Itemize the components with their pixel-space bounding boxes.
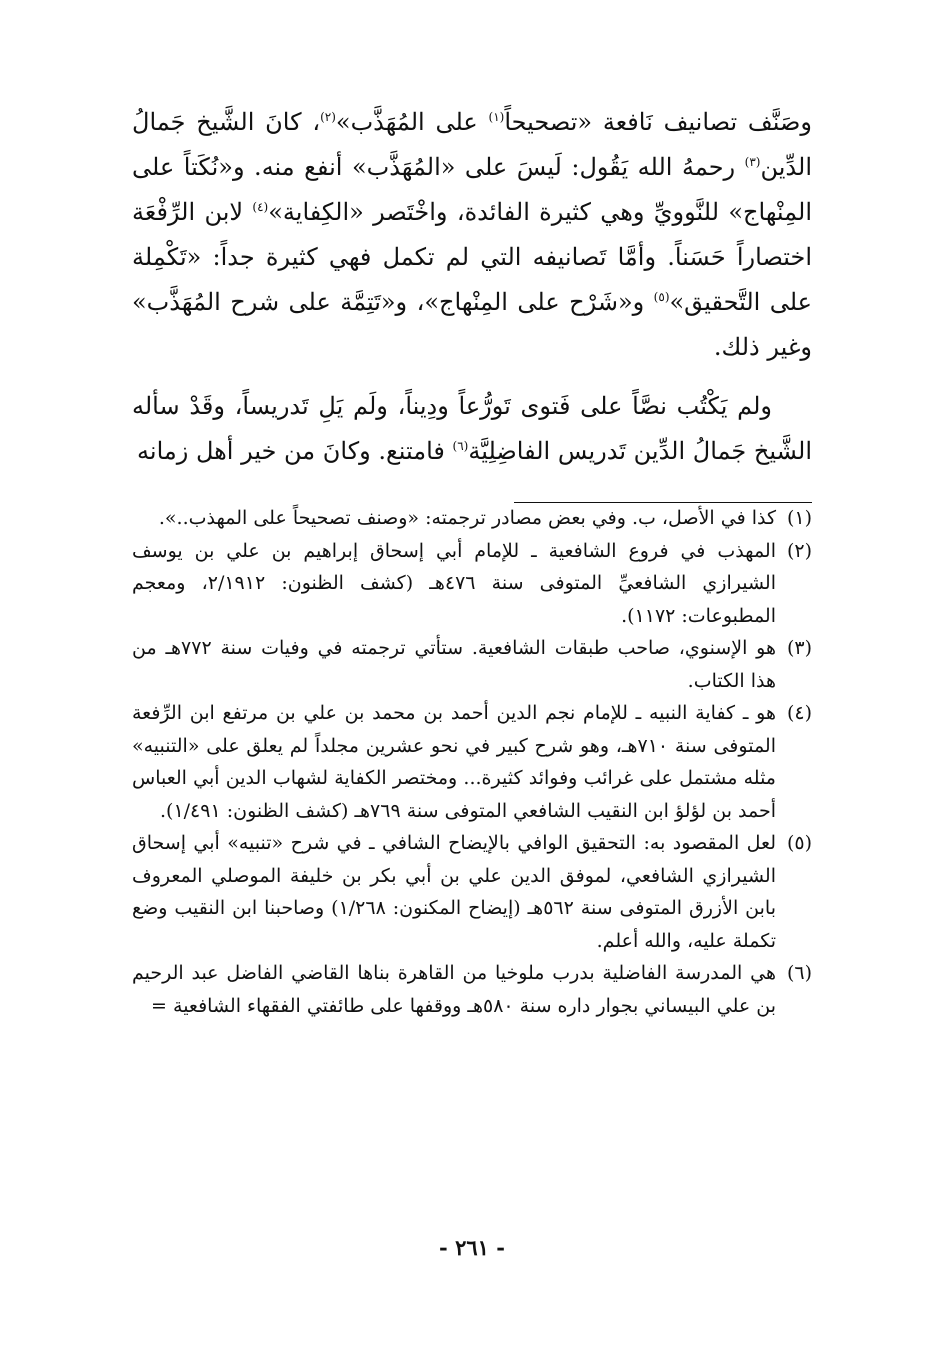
footnote-number: (٥) [786, 832, 812, 854]
text-run: وصَنَّف تصانيف نَافعة «تصحيحاً [504, 108, 812, 136]
footnote-2 [132, 535, 812, 633]
text-run: ولم يَكْتُب نصَّاً على فَتوى تَورُّعاً ودِيناً، ولَم يَلِ تَدريساً، وقَدْ سأله الشَّيخ جَمالُ الدِّين تَدريس الفاضِلِيَّة [132, 392, 812, 465]
main-text [132, 100, 812, 474]
footnote-ref-4: (٤) [252, 200, 269, 214]
footnote-text: كذا في الأصل، ب. وفي بعض مصادر ترجمته: «وصنف تصحيحاً على المهذب..». [158, 507, 776, 529]
text-run: ، كانَ الشَّيخ جَمالُ الدِّين [132, 108, 812, 181]
footnote-text: هو الإسنوي، صاحب طبقات الشافعية. ستأتي ترجمته في وفيات سنة ٧٧٢هـ من هذا الكتاب. [132, 637, 776, 692]
footnote-number: (٣) [786, 637, 812, 659]
text-run: لابن الرِّفْعَة اختصاراً حَسَناً. وأمَّا تَصانيفه التي لم تكمل فهي كثيرة جداً: «تَكْمِلة على التَّحقيق» [132, 198, 812, 316]
paragraph-2 [132, 384, 812, 474]
footnote-ref-1: (١) [488, 110, 505, 124]
text-run: على المُهَذَّب» [335, 108, 489, 136]
footnote-number: (٤) [786, 702, 812, 724]
footnote-6 [132, 957, 812, 1022]
footnote-text: المهذب في فروع الشافعية ـ للإمام أبي إسحاق إبراهيم بن علي بن يوسف الشيرازي الشافعيِّ المتوفى سنة ٤٧٦هـ (كشف الظنون: ٢/١٩١٢، ومعجم المطبوعات: ١١٧٢). [132, 539, 776, 627]
footnote-text: لعل المقصود به: التحقيق الوافي بالإيضاح الشافي ـ في شرح «تنبيه» أبي إسحاق الشيرازي الشافعي، لموفق الدين علي بن أبي بكر بن خليفة الموصلي المعروف بابن الأزرق المتوفى سنة ٥٦٢هـ (إيضاح المكنون: ١/٢٦٨) وصاحبنا ابن النقيب وضع تكملة عليه، والله أعلم. [132, 832, 776, 952]
footnote-text: هي المدرسة الفاضلية بدرب ملوخيا من القاهرة بناها القاضي الفاضل عبد الرحيم بن علي البيساني بجوار داره سنة ٥٨٠هـ ووقفها على طائفتي الفقهاء الشافعية = [132, 962, 776, 1017]
footnote-ref-2: (٢) [320, 110, 336, 124]
text-run: و«شَرْح على المِنْهاج»، و«تَتِمَّة على شرح المُهَذَّب» وغير ذلك. [132, 288, 812, 361]
footnote-number: (٦) [786, 962, 812, 984]
text-run: رحمهُ الله يَقُول: لَيسَ على «المُهَذَّب» أنفع منه. و«نُكَتاً على المِنْهاج» للنَّوويِّ وهي كثيرة الفائدة، واخْتَصر «الكِفاية» [132, 153, 812, 226]
footnotes [132, 502, 812, 1022]
text-run: فامتنع. وكانَ من خير أهل زمانه [137, 437, 453, 465]
footnote-5 [132, 827, 812, 957]
footnote-text: هو ـ كفاية النبيه ـ للإمام نجم الدين أحمد بن محمد بن علي بن مرتفع ابن الرِّفعة المتوفى سنة ٧١٠هـ، وهو شرح كبير في نحو عشرين مجلداً لم يعلق على «التنبيه» مثله مشتمل على غرائب وفوائد كثيرة... ومختصر الكفاية لشهاب الدين أبي العباس أحمد بن لؤلؤ ابن النقيب الشافعي المتوفى سنة ٧٦٩هـ (كشف الظنون: ١/٤٩١). [132, 702, 776, 822]
footnote-ref-6: (٦) [452, 439, 469, 453]
footnote-ref-3: (٣) [744, 155, 761, 169]
footnote-number: (١) [786, 507, 812, 529]
footnote-1 [132, 502, 812, 535]
footnote-number: (٢) [786, 539, 812, 562]
paragraph-1 [132, 100, 812, 370]
footnote-4 [132, 697, 812, 827]
footnote-3 [132, 632, 812, 697]
page-number: - ٢٦١ - [439, 1235, 505, 1260]
footnote-ref-5: (٥) [653, 290, 670, 304]
